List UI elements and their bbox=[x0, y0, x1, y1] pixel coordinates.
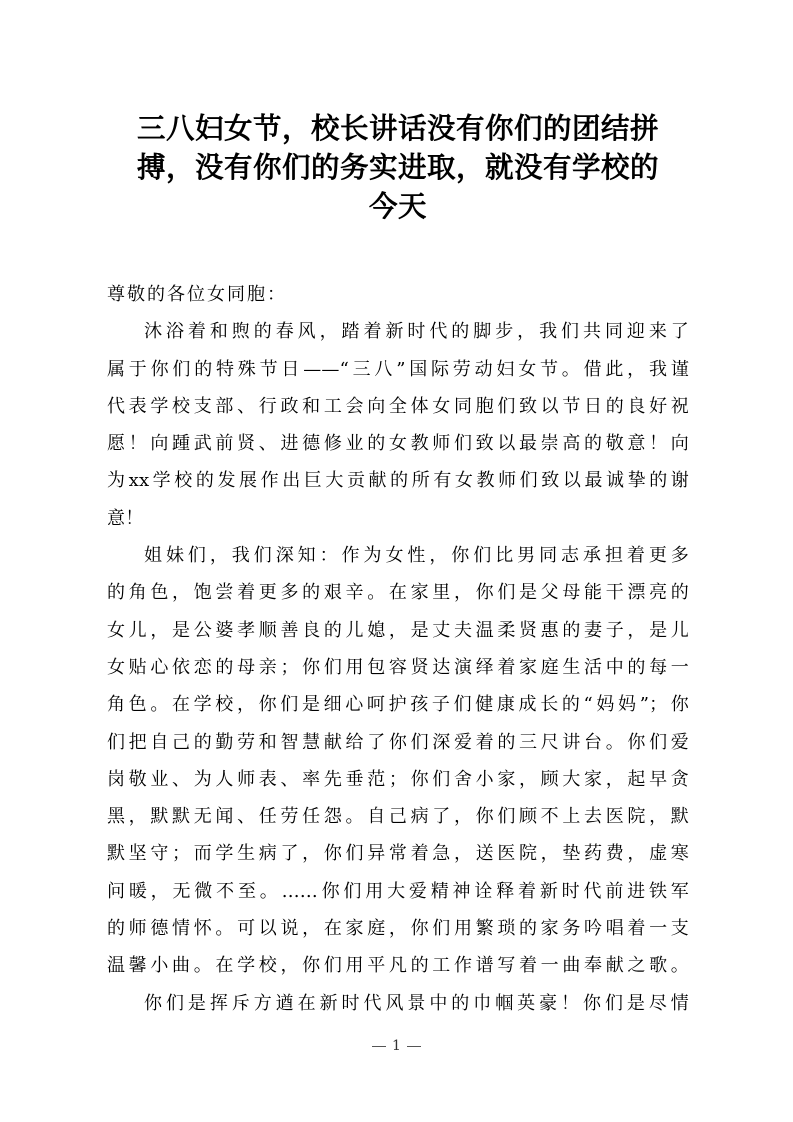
footer-dash-left bbox=[372, 1046, 386, 1047]
paragraph-line: 意！ bbox=[107, 507, 144, 529]
paragraph-line: 愿！向踵武前贤、进德修业的女教师们致以最崇高的敬意！向 bbox=[107, 433, 689, 455]
paragraph-line: 女贴心依恋的母亲；你们用包容贤达演绎着家庭生活中的每一 bbox=[107, 656, 689, 678]
paragraph-line: 的角色，饱尝着更多的艰辛。在家里，你们是父母能干漂亮的 bbox=[107, 582, 689, 604]
title-line-2: 搏，没有你们的务实进取，就没有学校的 bbox=[136, 151, 659, 184]
salutation: 尊敬的各位女同胞： bbox=[107, 284, 287, 305]
paragraph-line: 温馨小曲。在学校，你们用平凡的工作谱写着一曲奉献之歌。 bbox=[107, 955, 689, 977]
paragraph-line: 姐妹们，我们深知：作为女性，你们比男同志承担着更多 bbox=[144, 545, 689, 567]
paragraph-line: 代表学校支部、行政和工会向全体女同胞们致以节日的良好祝 bbox=[107, 395, 689, 417]
paragraph-line: 问暖，无微不至。……你们用大爱精神诠释着新时代前进铁军 bbox=[107, 880, 689, 902]
document-title bbox=[107, 109, 689, 226]
title-line-3: 今天 bbox=[368, 190, 427, 223]
paragraph-line: 沐浴着和煦的春风，踏着新时代的脚步，我们共同迎来了 bbox=[144, 321, 689, 343]
paragraph-line: 们把自己的勤劳和智慧献给了你们深爱着的三尺讲台。你们爱 bbox=[107, 731, 689, 753]
paragraph-2 bbox=[107, 537, 689, 985]
page-number: 1 bbox=[392, 1038, 401, 1054]
paragraph-line: 属于你们的特殊节日——“三八”国际劳动妇女节。借此，我谨 bbox=[107, 358, 689, 380]
paragraph-1 bbox=[107, 313, 689, 537]
document-body bbox=[107, 276, 689, 1022]
paragraph-line: 黑，默默无闻、任劳任怨。自己病了，你们顾不上去医院，默 bbox=[107, 806, 689, 828]
paragraph-line: 默坚守；而学生病了，你们异常着急，送医院，垫药费，虚寒 bbox=[107, 843, 689, 865]
paragraph-line: 角色。在学校，你们是细心呵护孩子们健康成长的“妈妈”；你 bbox=[107, 694, 689, 716]
title-line-1: 三八妇女节，校长讲话没有你们的团结拼 bbox=[136, 112, 659, 145]
paragraph-3 bbox=[107, 985, 689, 1022]
paragraph-line: 为xx学校的发展作出巨大贡献的所有女教师们致以最诚挚的谢 bbox=[107, 470, 689, 492]
paragraph-line: 女儿，是公婆孝顺善良的儿媳，是丈夫温柔贤惠的妻子，是儿 bbox=[107, 619, 689, 641]
paragraph-line: 岗敬业、为人师表、率先垂范；你们舍小家，顾大家，起早贪 bbox=[107, 768, 689, 790]
paragraph-line: 你们是挥斥方遒在新时代风景中的巾帼英豪！你们是尽情 bbox=[144, 992, 689, 1014]
footer-dash-right bbox=[407, 1046, 421, 1047]
page-footer bbox=[0, 1038, 793, 1054]
paragraph-line: 的师德情怀。可以说，在家庭，你们用繁琐的家务吟唱着一支 bbox=[107, 918, 689, 940]
